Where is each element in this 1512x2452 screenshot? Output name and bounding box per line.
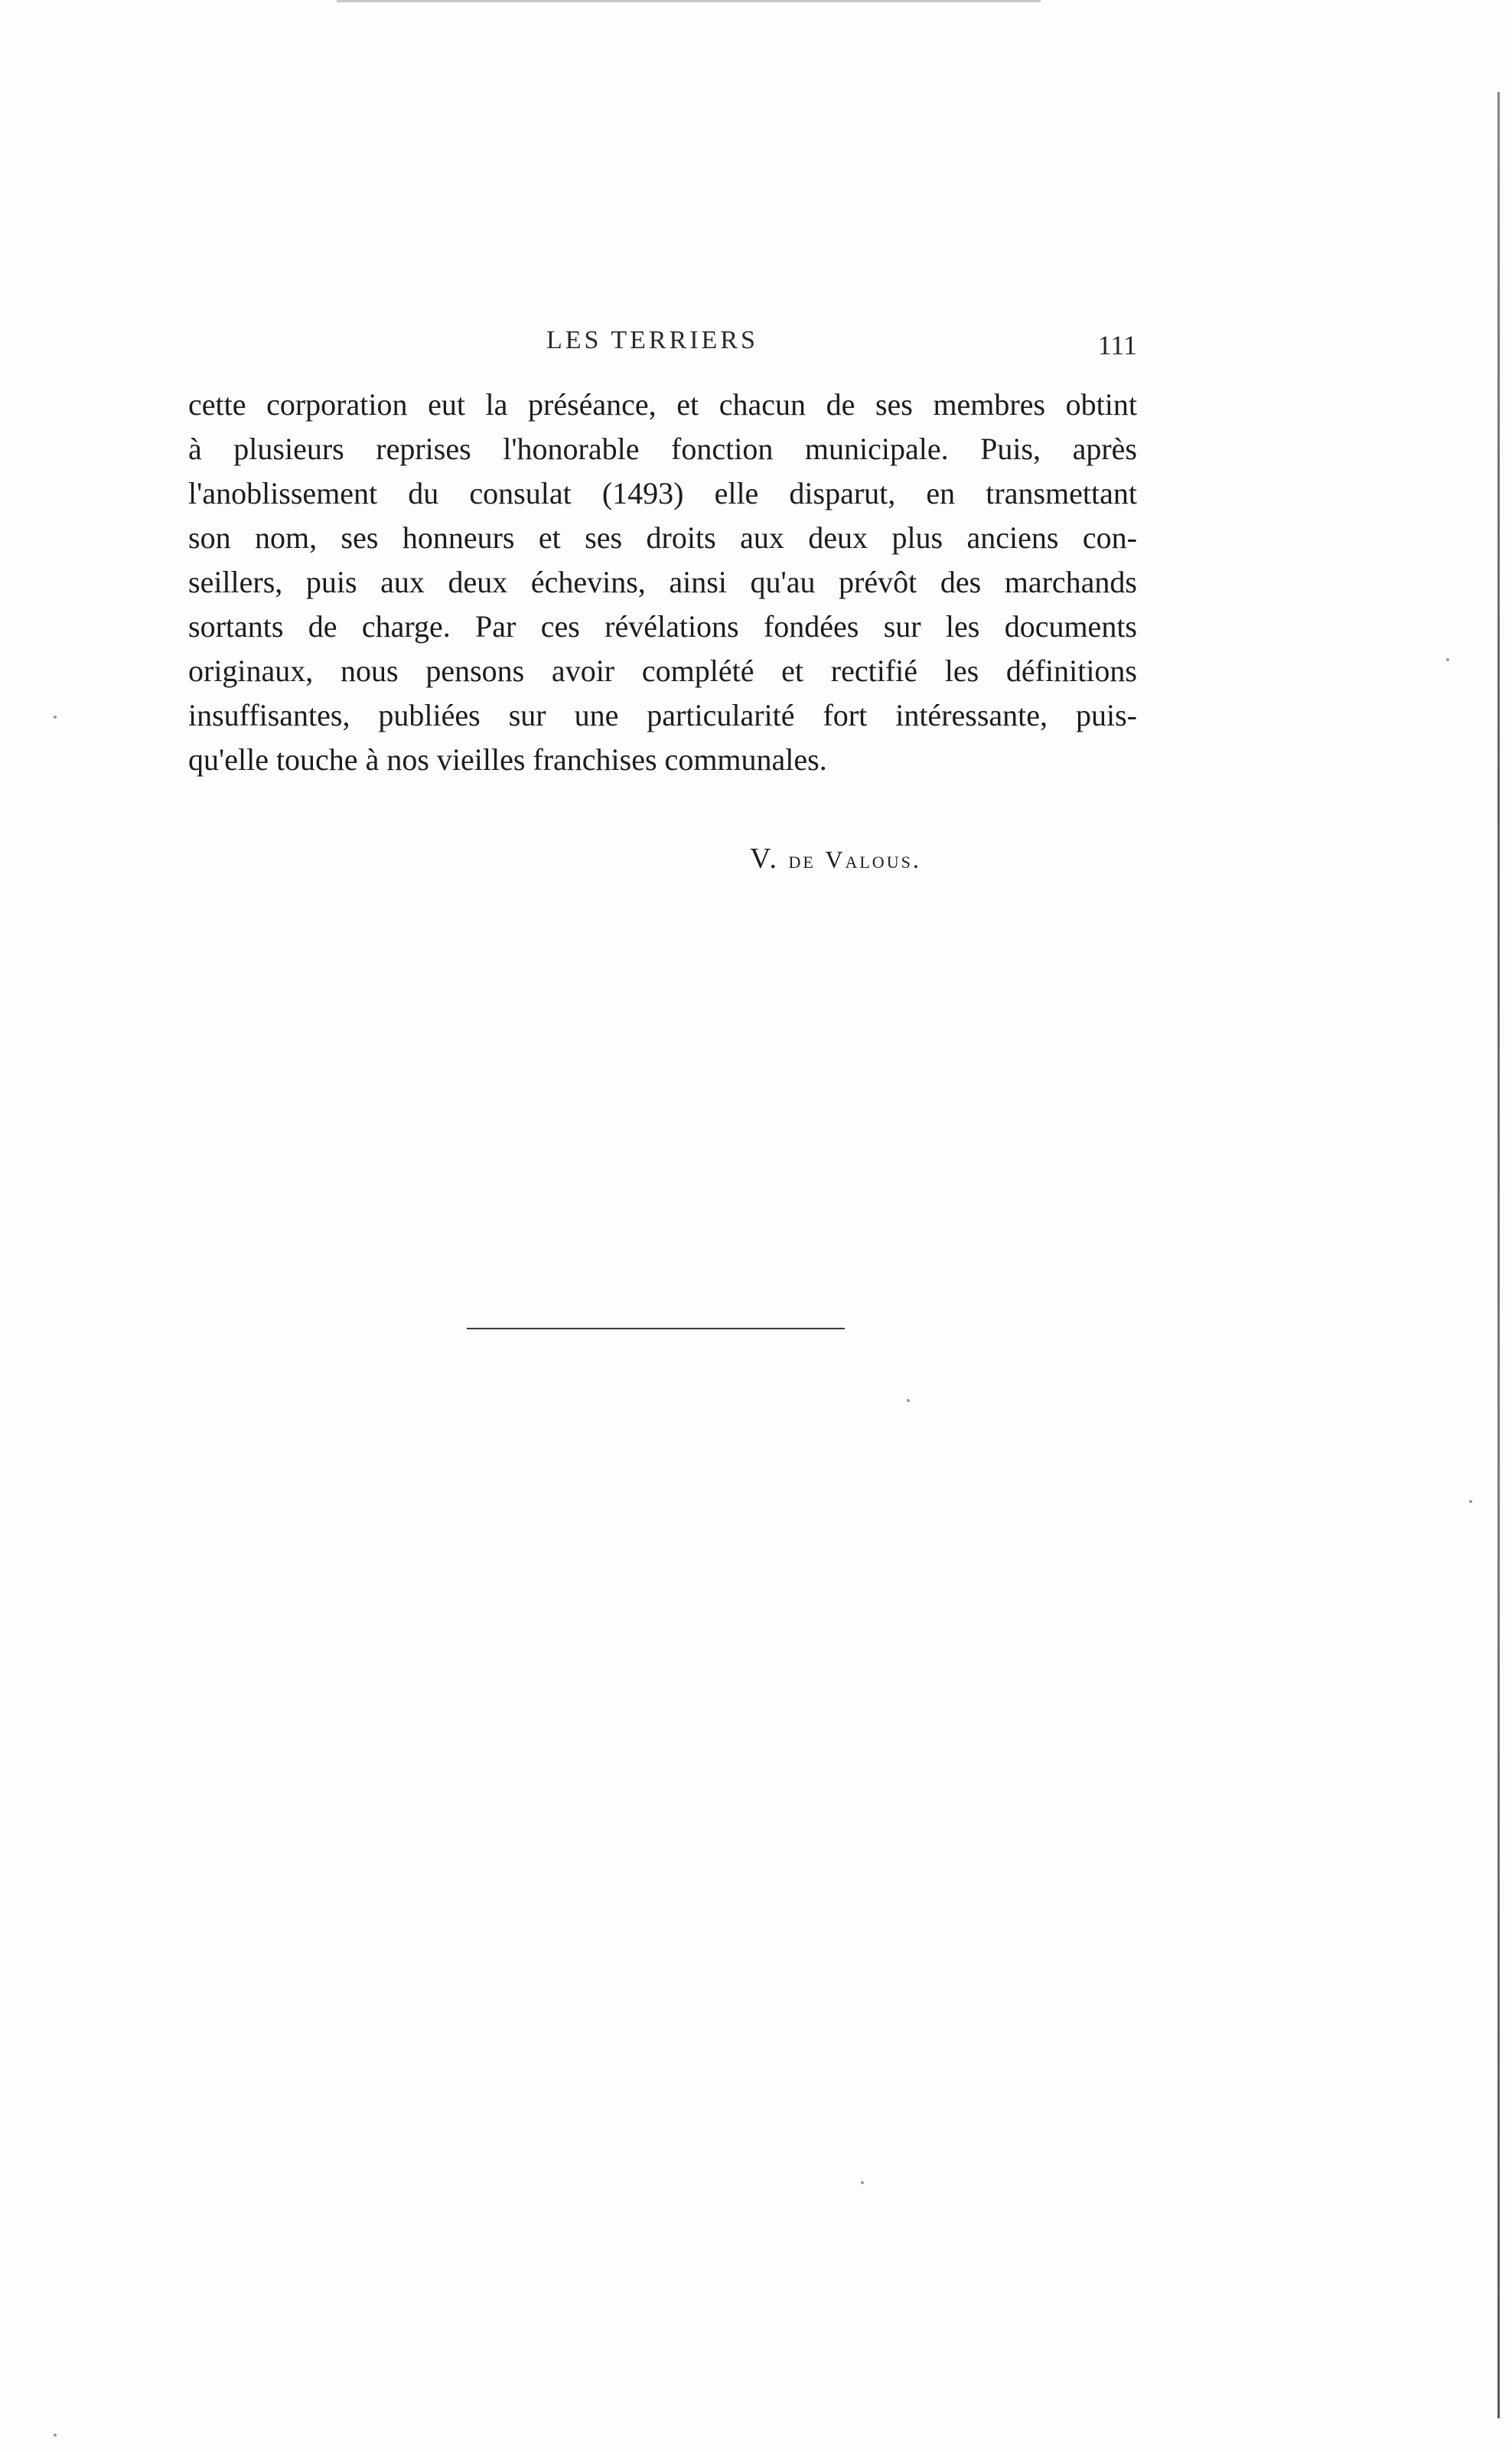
text-line: seillers, puis aux deux échevins, ainsi qu'au prévôt des marchands — [188, 565, 1137, 599]
text-line: à plusieurs reprises l'honorable fonction municipale. Puis, après — [188, 432, 1137, 466]
page-binding-edge — [1497, 92, 1500, 2418]
signature-surname: Valous. — [825, 846, 921, 873]
section-separator-rule — [467, 1328, 845, 1329]
author-signature — [750, 842, 921, 875]
page-number: 111 — [1097, 330, 1137, 360]
text-line: sortants de charge. Par ces révélations fondées sur les documents — [188, 609, 1137, 644]
text-line: cette corporation eut la préséance, et chacun de ses membres obtint — [188, 387, 1137, 422]
paper-speck — [1446, 658, 1449, 661]
text-line: son nom, ses honneurs et ses droits aux deux plus anciens con- — [188, 520, 1137, 555]
signature-particle: de — [788, 846, 816, 873]
text-line: originaux, nous pensons avoir complété et rectifié les définitions — [188, 654, 1137, 688]
page-header — [188, 326, 1137, 372]
running-title: LES TERRIERS — [546, 326, 758, 354]
paper-speck — [907, 1399, 910, 1402]
text-line: l'anoblissement du consulat (1493) elle disparut, en transmettant — [188, 476, 1137, 510]
page-top-edge — [337, 0, 1041, 2]
paper-speck — [861, 2181, 864, 2184]
text-line: insuffisantes, publiées sur une particularité fort intéressante, puis- — [188, 698, 1137, 732]
body-paragraph — [188, 383, 1137, 782]
paper-speck — [1469, 1500, 1472, 1503]
signature-initial: V. — [750, 843, 780, 875]
paper-speck — [54, 716, 57, 719]
text-line: qu'elle touche à nos vieilles franchises communales. — [188, 742, 827, 777]
paper-speck — [54, 2434, 57, 2437]
